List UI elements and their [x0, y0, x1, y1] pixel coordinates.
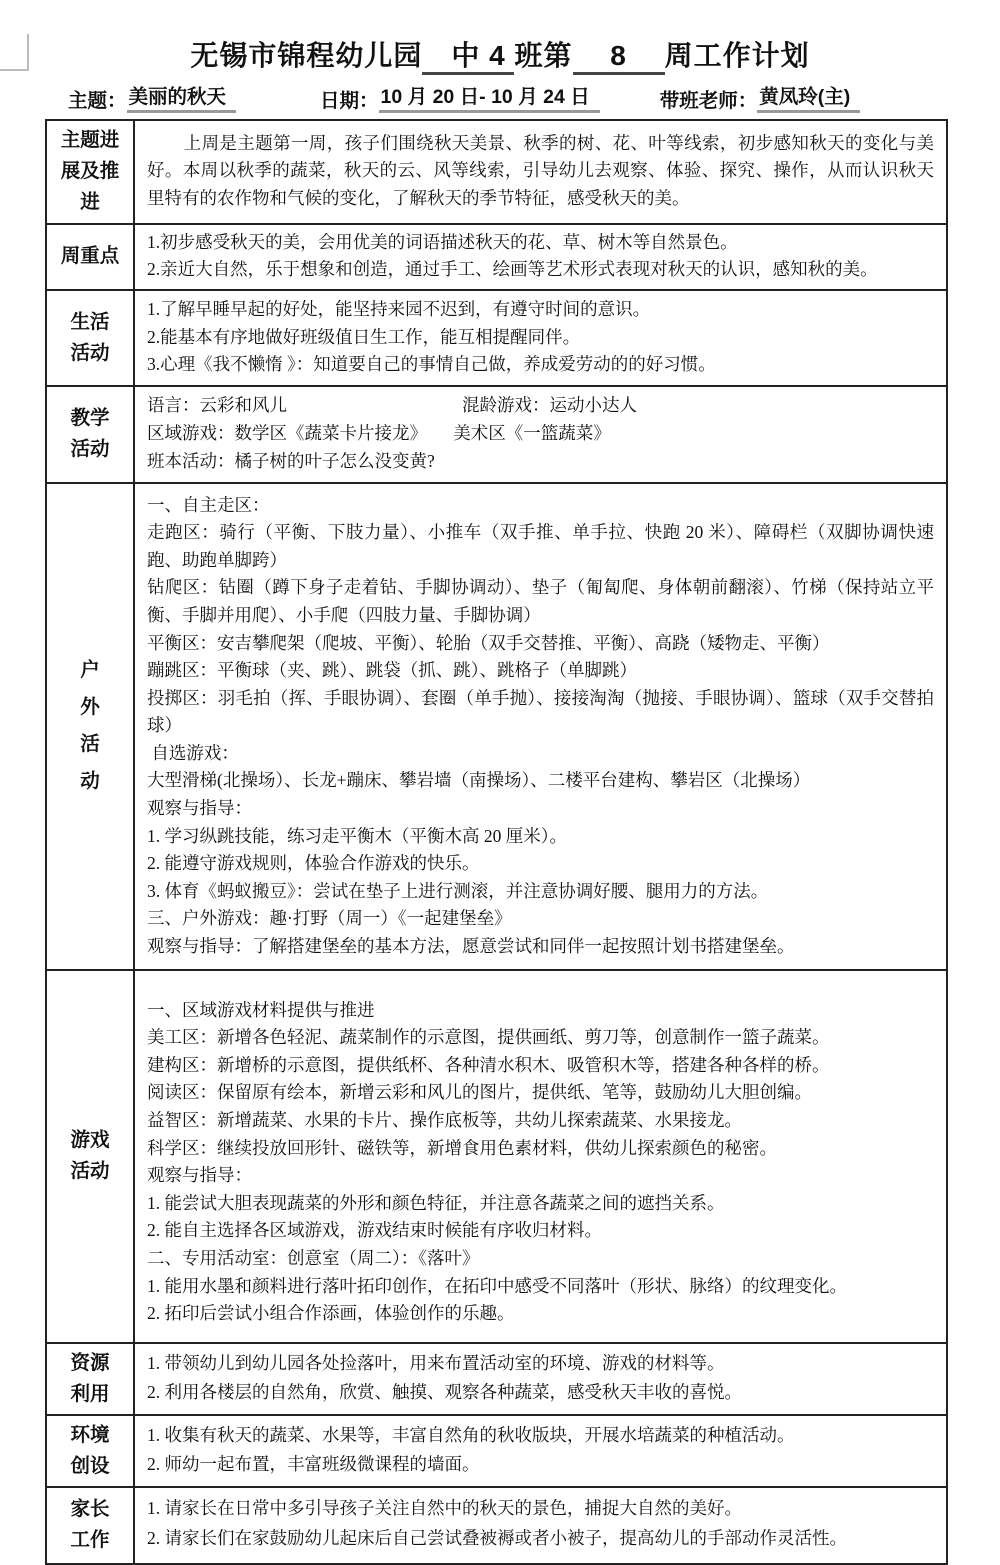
content-line: 2. 能遵守游戏规则，体验合作游戏的快乐。	[147, 853, 480, 874]
row-week-focus	[47, 223, 946, 289]
content-line: 2.能基本有序地做好班级值日生工作，能互相提醒同伴。	[147, 326, 581, 347]
row-life-activity	[47, 289, 946, 385]
row-content-game-activity	[135, 971, 946, 1342]
content-line: 2. 拓印后尝试小组合作添画，体验创作的乐趣。	[147, 1303, 515, 1324]
content-line: 观察与指导：	[147, 798, 252, 819]
row-theme-progress	[47, 121, 946, 223]
row-environment-setup	[47, 1414, 946, 1486]
theme-value: 美丽的秋天	[127, 81, 237, 113]
content-line: 2. 请家长们在家鼓励幼儿起床后自己尝试叠被褥或者小被子，提高幼儿的手部动作灵活性。	[147, 1527, 847, 1548]
row-content-resource-use	[135, 1344, 946, 1414]
row-label-outdoor-activity: 户 外 活 动	[47, 484, 135, 969]
content-line: 科学区：继续投放回形针、磁铁等，新增食用色素材料，供幼儿探索颜色的秘密。	[147, 1137, 777, 1158]
content-line: 建构区：新增桥的示意图，提供纸杯、各种清水积木、吸管积木等，搭建各种各样的桥。	[147, 1054, 830, 1075]
content-line: 走跑区：骑行（平衡、下肢力量）、小推车（双手推、单手拉、快跑 20 米）、障碍栏（双脚协调快速跑、助跑单脚跨）	[147, 522, 934, 570]
content-line: 益智区：新增蔬菜、水果的卡片、操作底板等，共幼儿探索蔬菜、水果接龙。	[147, 1110, 742, 1131]
content-line: 美工区：新增各色轻泥、蔬菜制作的示意图，提供画纸、剪刀等，创意制作一篮子蔬菜。	[147, 1027, 830, 1048]
title-week-blank: 8	[573, 41, 665, 75]
content-line: 大型滑梯(北操场）、长龙+蹦床、攀岩墙（南操场）、二楼平台建构、攀岩区（北操场）	[147, 770, 811, 791]
content-line: 1. 带领幼儿到幼儿园各处捡落叶，用来布置活动室的环境、游戏的材料等。	[147, 1352, 725, 1373]
content-line: 1.了解早睡早起的好处，能坚持来园不迟到，有遵守时间的意识。	[147, 298, 651, 319]
row-content-environment-setup	[135, 1416, 946, 1486]
row-label-life-activity: 生活 活动	[47, 291, 135, 385]
content-line: 阅读区：保留原有绘本，新增云彩和风儿的图片，提供纸、笔等，鼓励幼儿大胆创编。	[147, 1082, 812, 1103]
row-content-theme-progress	[135, 121, 946, 223]
theme-field	[68, 81, 236, 113]
content-line: 1. 能尝试大胆表现蔬菜的外形和颜色特征，并注意各蔬菜之间的遮挡关系。	[147, 1192, 725, 1213]
content-line: 自选游戏：	[147, 742, 239, 763]
row-label-environment-setup: 环境 创设	[47, 1416, 135, 1486]
row-label-game-activity: 游戏 活动	[47, 971, 135, 1342]
content-line: 一、自主走区：	[147, 494, 270, 515]
content-line: 2. 能自主选择各区域游戏，游戏结束时候能有序收归材料。	[147, 1220, 602, 1241]
row-game-activity	[47, 969, 946, 1342]
content-line: 1. 请家长在日常中多引导孩子关注自然中的秋天的景色，捕捉大自然的美好。	[147, 1497, 742, 1518]
content-line: 语言：云彩和风儿 混龄游戏：运动小达人	[147, 395, 637, 416]
page-title	[0, 34, 1000, 75]
content-line: 观察与指导：	[147, 1165, 252, 1186]
content-line: 区域游戏：数学区《蔬菜卡片接龙》 美术区《一篮蔬菜》	[147, 422, 611, 443]
teacher-value: 黄凤玲(主)	[757, 81, 860, 113]
theme-label: 主题：	[68, 89, 127, 112]
title-mid: 班第	[514, 40, 573, 71]
teacher-field	[660, 81, 861, 113]
date-value: 10 月 20 日- 10 月 24 日	[379, 81, 600, 113]
content-line: 2. 利用各楼层的自然角，欣赏、触摸、观察各种蔬菜，感受秋天丰收的喜悦。	[147, 1382, 742, 1403]
content-line: 三、户外游戏：趣·打野（周一）《一起建堡垒》	[147, 908, 512, 929]
content-line: 二、专用活动室：创意室（周二）：《落叶》	[147, 1247, 480, 1268]
content-line: 平衡区：安吉攀爬架（爬坡、平衡）、轮胎（双手交替推、平衡）、高跷（矮物走、平衡）	[147, 632, 830, 653]
content-line: 钻爬区：钻圈（蹲下身子走着钻、手脚协调动）、垫子（匍匐爬、身体朝前翻滚）、竹梯（保持站立平衡、手脚并用爬）、小手爬（四肢力量、手脚协调）	[147, 577, 934, 625]
row-label-teaching-activity: 教学 活动	[47, 387, 135, 481]
content-line: 班本活动：橘子树的叶子怎么没变黄?	[147, 450, 435, 471]
row-content-life-activity	[135, 291, 946, 385]
content-line: 观察与指导：了解搭建堡垒的基本方法，愿意尝试和同伴一起按照计划书搭建堡垒。	[147, 936, 795, 957]
row-resource-use	[47, 1342, 946, 1414]
content-line: 蹦跳区：平衡球（夹、跳）、跳袋（抓、跳）、跳格子（单脚跳）	[147, 660, 637, 681]
row-label-parent-work: 家长 工作	[47, 1488, 135, 1563]
scan-corner-artifact	[0, 34, 29, 71]
title-school: 无锡市锦程幼儿园	[190, 40, 423, 71]
plan-table	[45, 119, 948, 1565]
date-field	[320, 81, 600, 113]
content-line: 1. 学习纵跳技能，练习走平衡木（平衡木高 20 厘米）。	[147, 825, 567, 846]
content-line: 一、区域游戏材料提供与推进	[147, 999, 375, 1020]
row-content-outdoor-activity	[135, 484, 946, 969]
row-label-week-focus: 周重点	[47, 225, 135, 289]
row-label-theme-progress: 主题进 展及推 进	[47, 121, 135, 223]
teacher-label: 带班老师：	[659, 89, 758, 112]
title-tail: 周工作计划	[664, 40, 810, 71]
row-parent-work	[47, 1486, 946, 1563]
row-outdoor-activity	[47, 482, 946, 969]
row-content-parent-work	[135, 1488, 946, 1563]
row-teaching-activity	[47, 385, 946, 481]
content-line: 1.初步感受秋天的美，会用优美的词语描述秋天的花、草、树木等自然景色。	[147, 231, 738, 252]
row-label-resource-use: 资源 利用	[47, 1344, 135, 1414]
row-content-week-focus	[135, 225, 946, 289]
content-line: 3.心理《我不懒惰 》：知道要自己的事情自己做，养成爱劳动的的好习惯。	[147, 354, 716, 375]
date-label: 日期：	[320, 89, 379, 112]
row-content-teaching-activity	[135, 387, 946, 481]
content-line: 3. 体育《蚂蚁搬豆》：尝试在垫子上进行测滚，并注意协调好腰、腿用力的方法。	[147, 880, 769, 901]
content-line: 2.亲近大自然，乐于想象和创造，通过手工、绘画等艺术形式表现对秋天的认识，感知秋的美。	[147, 259, 878, 280]
title-class-blank: 中 4	[422, 41, 514, 75]
content-line: 上周是主题第一周，孩子们围绕秋天美景、秋季的树、花、叶等线索，初步感知秋天的变化与美好。本周以秋季的蔬菜，秋天的云、风等线索，引导幼儿去观察、体验、探究、操作，从而认识秋天里特有的农作物和气候的变化，了解秋天的季节特征，感受秋天的美。	[147, 132, 934, 208]
content-line: 投掷区：羽毛拍（挥、手眼协调）、套圈（单手抛）、接接淘淘（抛接、手眼协调）、篮球（双手交替拍球）	[147, 687, 934, 736]
content-line: 1. 收集有秋天的蔬菜、水果等，丰富自然角的秋收版块，开展水培蔬菜的种植活动。	[147, 1424, 795, 1445]
plan-header-row	[45, 81, 948, 113]
content-line: 1. 能用水墨和颜料进行落叶拓印创作，在拓印中感受不同落叶（形状、脉络）的纹理变化。	[147, 1275, 847, 1296]
content-line: 2. 师幼一起布置，丰富班级微课程的墙面。	[147, 1454, 480, 1475]
